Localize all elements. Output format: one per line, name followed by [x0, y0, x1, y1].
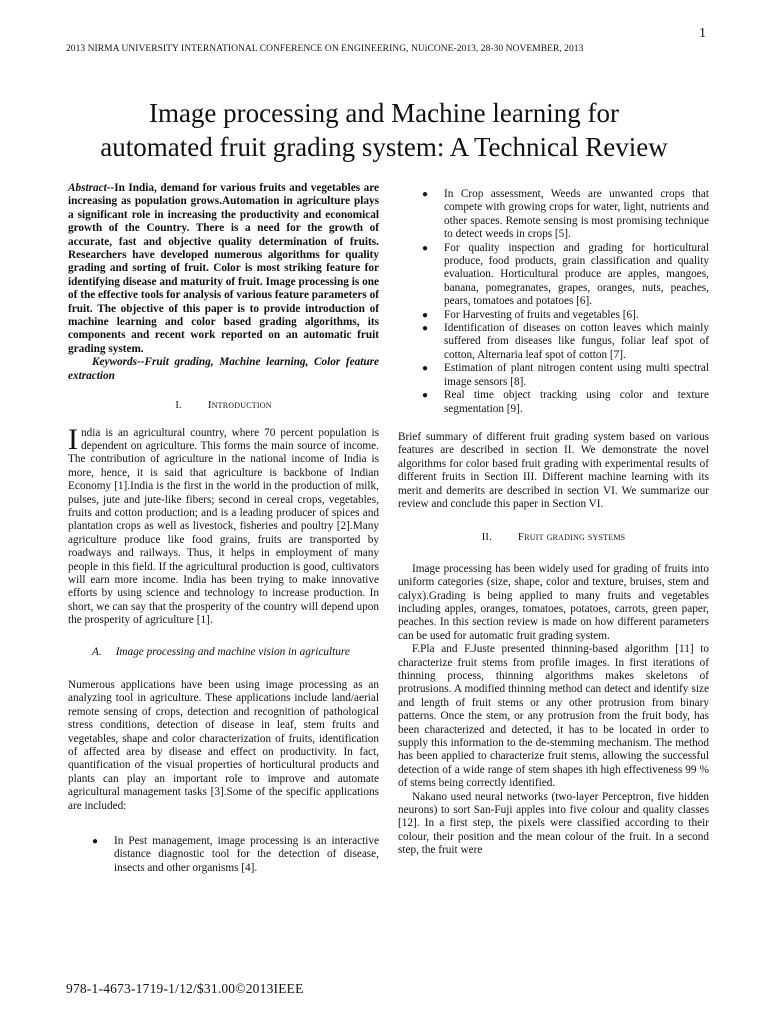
- list-item-text: For quality inspection and grading for horticultural produce, food products, grain classification and quality evaluation. Horticultural produce are apples, mangoes, banana, pomegranates, grapes, oranges, nuts, peaches, pears, tomatoes and potatoes [6].: [444, 241, 709, 308]
- abstract: [68, 182, 379, 356]
- intro-text: ndia is an agricultural country, where 70 percent population is dependent on agriculture. This forms the main source of income. The contribution of agriculture in the national income of India is more, hence, it is said that agriculture is backbone of Indian Economy [1].India is the first in the world in the production of milk, pulses, jute and jute-like fibers; second in cereal crops, vegetables, fruits and cotton production; and is a leading producer of spices and plantation crops as well as livestock, fisheries and poultry [2].Many agriculture produce like food grains, fruits are transported by roadways and railways. Thus, it helps in employment of many people in this field. If the agricultural production is good, cultivators will earn more income. India has been trying to make innovative efforts by using science and technology to increase production. In short, we can say that the prosperity of the country will depend upon the prosperity of agriculture [1].: [68, 426, 379, 627]
- list-item-text: Real time object tracking using color and texture segmentation [9].: [444, 389, 709, 415]
- conference-header: 2013 NIRMA UNIVERSITY INTERNATIONAL CONFERENCE ON ENGINEERING, NUiCONE-2013, 28-30 NOVEMBER, 2013: [66, 44, 584, 54]
- abstract-body: In India, demand for various fruits and vegetables are increasing as population grows.Automation in agriculture plays a significant role in increasing the productivity and economical growth of the Country. There is a need for the growth of accurate, fast and objective quality determination of fruits. Researchers have developed numerous algorithms for quality grading and sorting of fruit. Color is most striking feature for identifying disease and maturity of fruit. Image processing is one of the effective tools for analysis of various feature parameters of fruit. The objective of this paper is to provide introduction of machine learning and color based grading algorithms, its components and recent work reported on an automatic fruit grading system.: [68, 182, 379, 355]
- page-number: 1: [699, 26, 706, 41]
- drop-cap: I: [68, 422, 78, 456]
- summary-paragraph: Brief summary of different fruit grading system based on various features are described in section II. We demonstrate the novel algorithms for color based fruit grading with experimental results of different fruits in Section III. Different machine learning with its merit and demerits are described in section VI. We summarize our review and conclude this paper in Section VI.: [398, 430, 709, 510]
- right-bullet-list: [398, 188, 709, 416]
- section-title: Fruit grading systems: [517, 531, 626, 544]
- list-item: [398, 389, 709, 416]
- subsection-letter: A.: [92, 645, 102, 658]
- bullet-icon: ●: [92, 836, 99, 848]
- list-item: [398, 322, 709, 362]
- section-heading-introduction: [68, 399, 379, 412]
- left-column: [68, 182, 379, 875]
- bullet-icon: ●: [422, 189, 429, 200]
- list-item-text: Estimation of plant nitrogen content using multi spectral image sensors [8].: [444, 362, 709, 388]
- section-heading-fruit-grading: [398, 531, 709, 544]
- list-item-text: Identification of diseases on cotton leaves which mainly suffered from diseases like fungus, foliar leaf spot of cotton, Alternaria leaf spot of cotton [7].: [444, 322, 709, 361]
- grading-paragraph-2: F.Pla and F.Juste presented thinning-based algorithm [11] to characterize fruit stems from profile images. In first iterations of thinning process, thinning algorithms makes skeletons of protrusions. A modified thinning method can detect and identify size and length of fruit stems or any other protrusion from binary patterns. Once the stem, or any protrusion from the fruit body, has been characterized and detected, it has to be located in order to supply this information to the de-stemming mechanism. The method has been applied to characterize fruit stems, allowing the successful detection of a wide range of stem shapes ith high effectiveness 99 % of stems being correctly identified.: [398, 643, 709, 790]
- paper-title: [40, 96, 728, 164]
- subsection-title: Image processing and machine vision in agriculture: [115, 645, 350, 658]
- list-item-text: In Pest management, image processing is an interactive distance diagnostic tool for the detection of disease, insects and other organisms [4].: [114, 835, 379, 874]
- section-title: Introduction: [207, 399, 272, 412]
- left-bullet-list: [68, 835, 379, 875]
- list-item: [398, 309, 709, 322]
- list-item: [398, 188, 709, 242]
- keywords: Keywords--Fruit grading, Machine learning, Color feature extraction: [68, 356, 379, 382]
- list-item-text: In Crop assessment, Weeds are unwanted crops that compete with growing crops for water, light, nutrients and other spaces. Remote sensing is most promising technique to detect weeds in crops [5].: [444, 188, 709, 241]
- intro-paragraph: [68, 422, 379, 628]
- section-number: II.: [481, 532, 492, 544]
- list-item: [68, 835, 379, 875]
- grading-paragraph-3: Nakano used neural networks (two-layer Perceptron, five hidden neurons) to sort San-Fuji apples into five colour and quality classes [12]. In a first step, the pixels were classified according to their colour, their position and the mean colour of the fruit. In a second step, the fruit were: [398, 790, 709, 857]
- right-column: [398, 188, 709, 858]
- section-number: I.: [175, 400, 182, 412]
- bullet-icon: ●: [422, 323, 429, 335]
- copyright-footer: 978-1-4673-1719-1/12/$31.00©2013IEEE: [66, 981, 304, 996]
- subsection-heading: [92, 646, 379, 659]
- list-item: [398, 242, 709, 309]
- grading-paragraph-1: Image processing has been widely used for grading of fruits into uniform categories (size, shape, color and texture, bruises, stem and calyx).Grading is being applied to many fruits and vegetables including apples, oranges, tomatoes, potatoes, carrots, green paper, peaches. In this section review is made on how different parameters can be used for automatic fruit grading system.: [398, 562, 709, 642]
- title-line-2: automated fruit grading system: A Technical Review: [100, 132, 668, 163]
- list-item-text: For Harvesting of fruits and vegetables [6].: [444, 308, 639, 321]
- title-line-1: Image processing and Machine learning for: [148, 98, 620, 129]
- applications-paragraph: Numerous applications have been using image processing as an analyzing tool in agriculture. These applications include land/aerial remote sensing of crops, detection and recognition of pathological stress conditions, detection of disease in leaf, stem fruits and vegetables, shape and color characterization of fruits, identification of affected area by disease and effect on productivity. In fact, quantification of the visual properties of horticultural products and plants can play an important role to improve and automate agricultural management tasks [3].Some of the specific applications are included:: [68, 679, 379, 812]
- abstract-lead: Abstract--: [68, 182, 115, 194]
- bullet-icon: ●: [422, 309, 429, 321]
- bullet-icon: ●: [422, 363, 429, 375]
- list-item: [398, 362, 709, 389]
- bullet-icon: ●: [422, 390, 429, 402]
- bullet-icon: ●: [422, 242, 429, 254]
